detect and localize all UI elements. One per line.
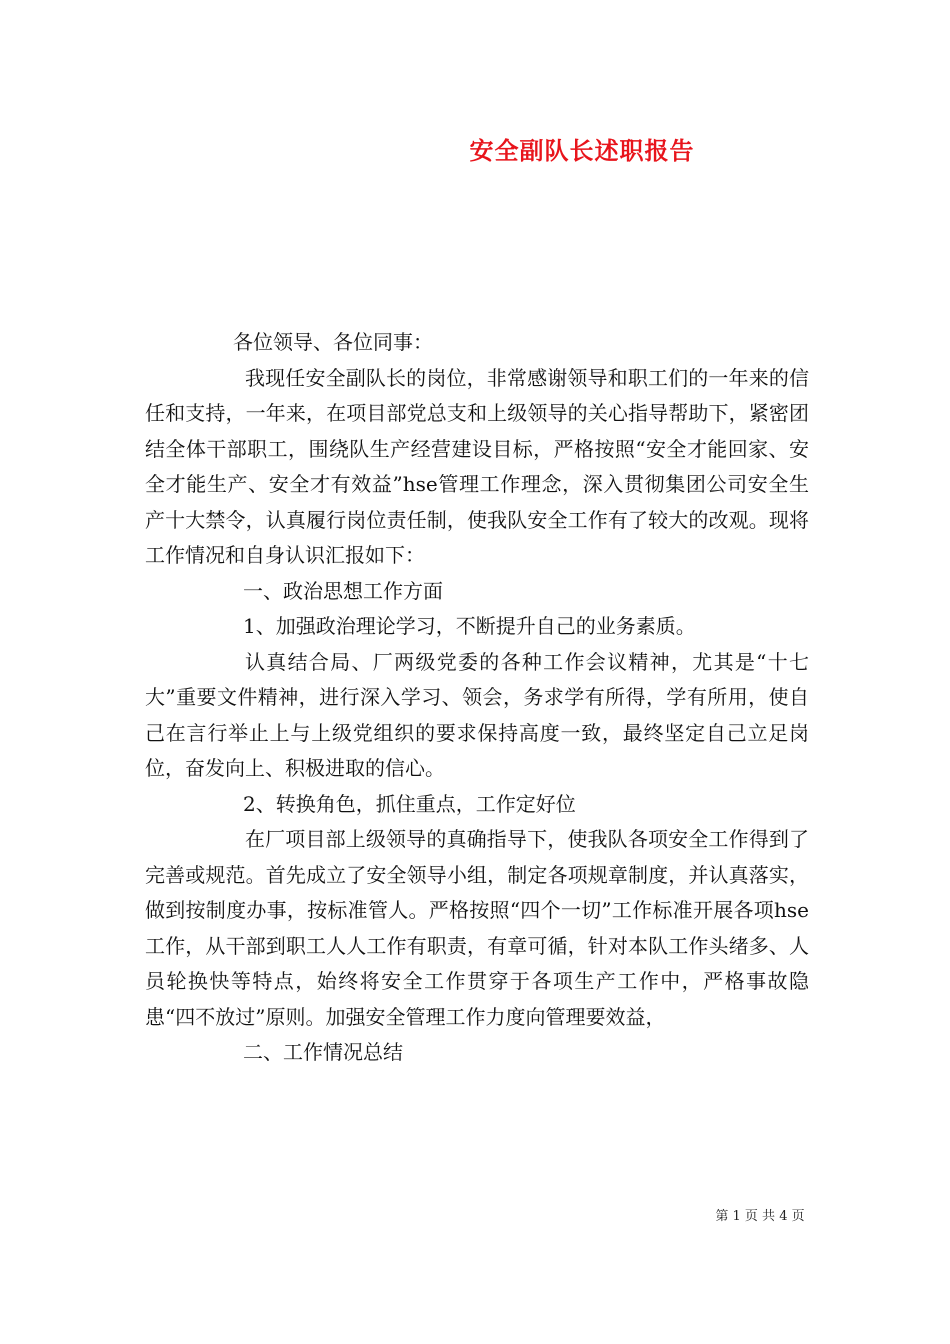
page-number: 第 1 页 共 4 页 [715,1209,805,1224]
subsection-heading-1: 1、加强政治理论学习，不断提升自己的业务素质。 [243,614,696,638]
section-heading-1: 一、政治思想工作方面 [243,578,443,603]
intro-paragraph: 我现任安全副队长的岗位，非常感谢领导和职工们的一年来的信任和支持，一年来，在项目部党总支和上级领导的关心指导帮助下，紧密团结全体干部职工，围绕队生产经营建设目标，严格按照“安全才能回家、安全才能生产、安全才有效益”hse管理工作理念，深入贯彻集团公司安全生产十大禁令，认真履行岗位责任制，使我队安全工作有了较大的改观。现将工作情况和自身认识汇报如下： [145,365,809,567]
salutation: 各位领导、各位同事： [233,330,433,354]
document-title: 安全副队长述职报告 [469,136,695,165]
document-body [145,325,809,1071]
paragraph-safety-work: 在厂项目部上级领导的真确指导下，使我队各项安全工作得到了完善或规范。首先成立了安全领导小组，制定各项规章制度，并认真落实，做到按制度办事，按标准管人。严格按照“四个一切”工作标准开展各项hse工作，从干部到职工人人工作有职责，有章可循，针对本队工作头绪多、人员轮换快等特点，始终将安全工作贯穿于各项生产工作中，严格事故隐患“四不放过”原则。加强安全管理工作力度向管理要效益， [145,827,809,1029]
subsection-heading-2: 2、转换角色，抓住重点，工作定好位 [243,791,576,816]
paragraph-study: 认真结合局、厂两级党委的各种工作会议精神，尤其是“十七大”重要文件精神，进行深入学习、领会，务求学有所得，学有所用，使自己在言行举止上与上级党组织的要求保持高度一致，最终坚定自己立足岗位，奋发向上、积极进取的信心。 [145,649,809,780]
section-heading-2: 二、工作情况总结 [243,1040,403,1064]
